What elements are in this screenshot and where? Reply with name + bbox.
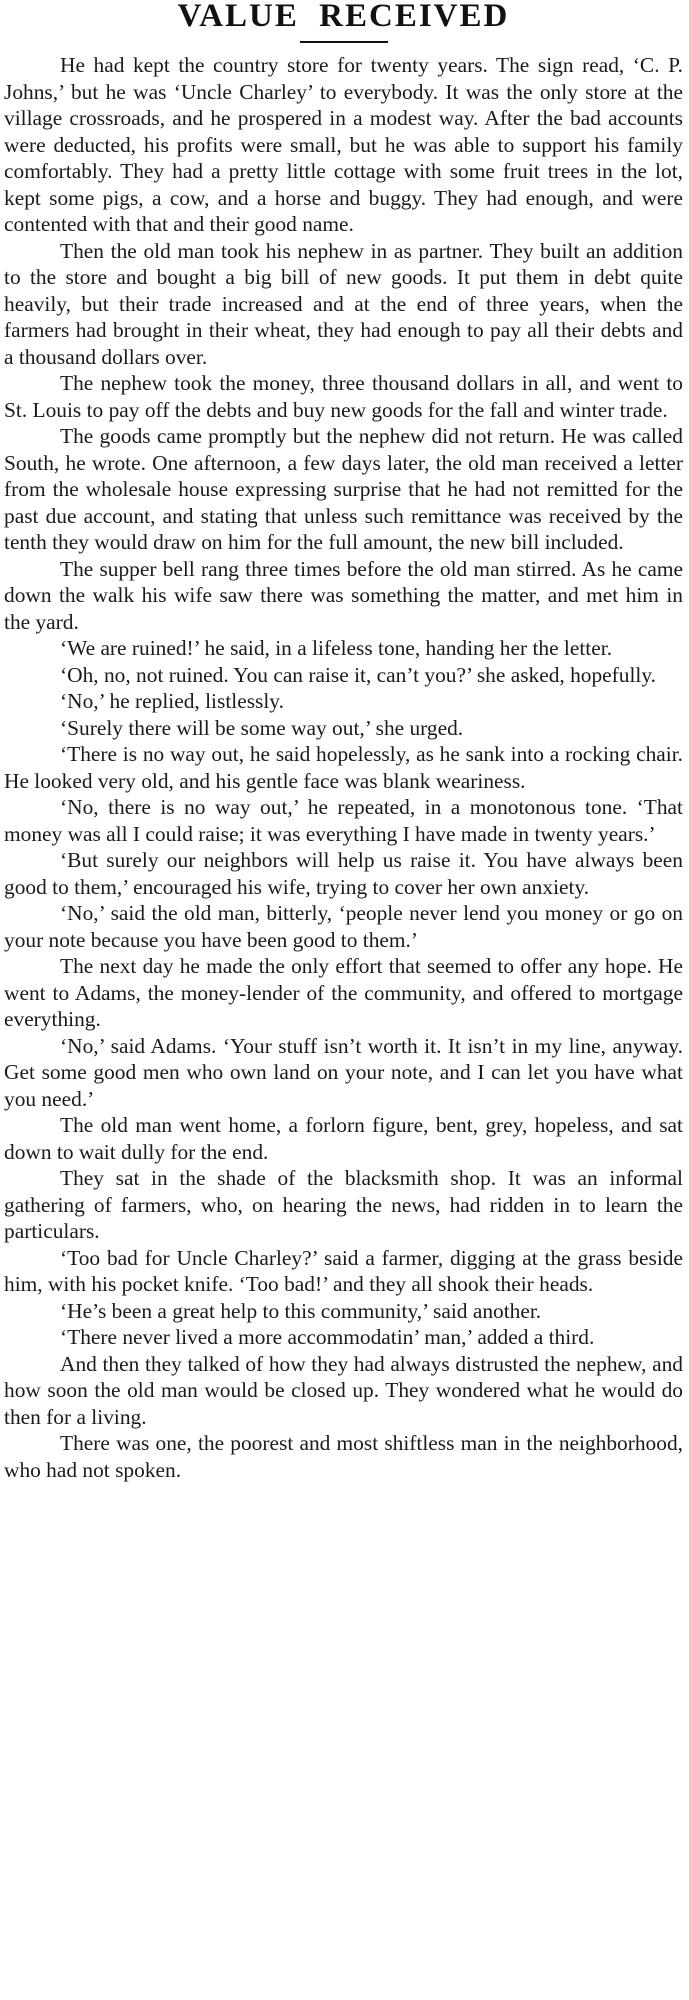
title-underline-rule	[300, 41, 388, 43]
paragraph: ‘Oh, no, not ruined. You can raise it, can’t you?’ she asked, hopefully.	[60, 662, 657, 687]
paragraph: ‘Too bad for Uncle Charley?’ said a farmer, digging at the grass beside him, with his pocket knife. ‘Too bad!’ and they all shook their heads.	[4, 1245, 683, 1296]
paragraph: ‘There never lived a more accommodatin’ man,’ added a third.	[60, 1325, 595, 1349]
article-title: VALUE RECEIVED	[177, 0, 510, 34]
article-body	[4, 52, 683, 1483]
paragraph: They sat in the shade of the blacksmith shop. It was an informal gathering of farmers, who, on hearing the news, had ridden in to learn the particulars.	[4, 1166, 683, 1243]
paragraph: ‘No,’ said the old man, bitterly, ‘people never lend you money or go on your note because you have been good to them.’	[4, 901, 683, 952]
paragraph: There was one, the poorest and most shiftless man in the neighborhood, who had not spoken.	[4, 1431, 683, 1482]
paragraph: The supper bell rang three times before the old man stirred. As he came down the walk his wife saw there was something the matter, and met him in the yard.	[4, 556, 683, 634]
paragraph: ‘No,’ he replied, listlessly.	[60, 689, 284, 713]
paragraph: ‘No,’ said Adams. ‘Your stuff isn’t worth it. It isn’t in my line, anyway. Get some good men who own land on your note, and I can let you have what you need.’	[4, 1033, 683, 1111]
paragraph: The old man went home, a forlorn figure, bent, grey, hopeless, and sat down to wait dully for the end.	[4, 1113, 683, 1164]
paragraph: ‘No, there is no way out,’ he repeated, in a monotonous tone. ‘That money was all I could raise; it was everything I have made in twenty years.’	[4, 795, 683, 846]
paragraph: The nephew took the money, three thousand dollars in all, and went to St. Louis to pay off the debts and buy new goods for the fall and winter trade.	[4, 371, 683, 422]
paragraph: ‘We are ruined!’ he said, in a lifeless tone, handing her the letter.	[60, 636, 613, 660]
paragraph: ‘There is no way out, he said hopelessly, as he sank into a rocking chair. He looked very old, and his gentle face was blank weariness.	[4, 742, 683, 793]
paragraph: The goods came promptly but the nephew did not return. He was called South, he wrote. One afternoon, a few days later, the old man received a letter from the wholesale house expressing surprise that he had not remitted for the past due account, and stating that unless such remittance was received by the tenth they would draw on him for the full amount, the new bill included.	[4, 424, 683, 554]
paragraph: And then they talked of how they had always distrusted the nephew, and how soon the old man would be closed up. They wondered what he would do then for a living.	[4, 1351, 683, 1429]
paragraph: Then the old man took his nephew in as partner. They built an addition to the store and bought a big bill of new goods. It put them in debt quite heavily, but their trade increased and at the end of three years, when the farmers had brought in their wheat, they had enough to pay all their debts and a thousand dollars over.	[4, 238, 683, 369]
paragraph: The next day he made the only effort that seemed to offer any hope. He went to Adams, the money-lender of the community, and offered to mortgage everything.	[4, 954, 683, 1031]
paragraph: ‘Surely there will be some way out,’ she urged.	[60, 715, 464, 740]
paragraph: ‘He’s been a great help to this community,’ said another.	[60, 1298, 542, 1323]
paragraph: He had kept the country store for twenty years. The sign read, ‘C. P. Johns,’ but he was ‘Uncle Charley’ to everybody. It was the only store at the village crossroads, and he prospered in a modest way. After the bad accounts were deducted, his profits were small, but he was able to support his family comfortably. They had a pretty little cottage with some fruit trees in the lot, kept some pigs, a cow, and a horse and buggy. They had enough, and were contented with that and their good name.	[4, 53, 683, 236]
paragraph: ‘But surely our neighbors will help us raise it. You have always been good to them,’ encouraged his wife, trying to cover her own anxiety.	[4, 848, 683, 899]
